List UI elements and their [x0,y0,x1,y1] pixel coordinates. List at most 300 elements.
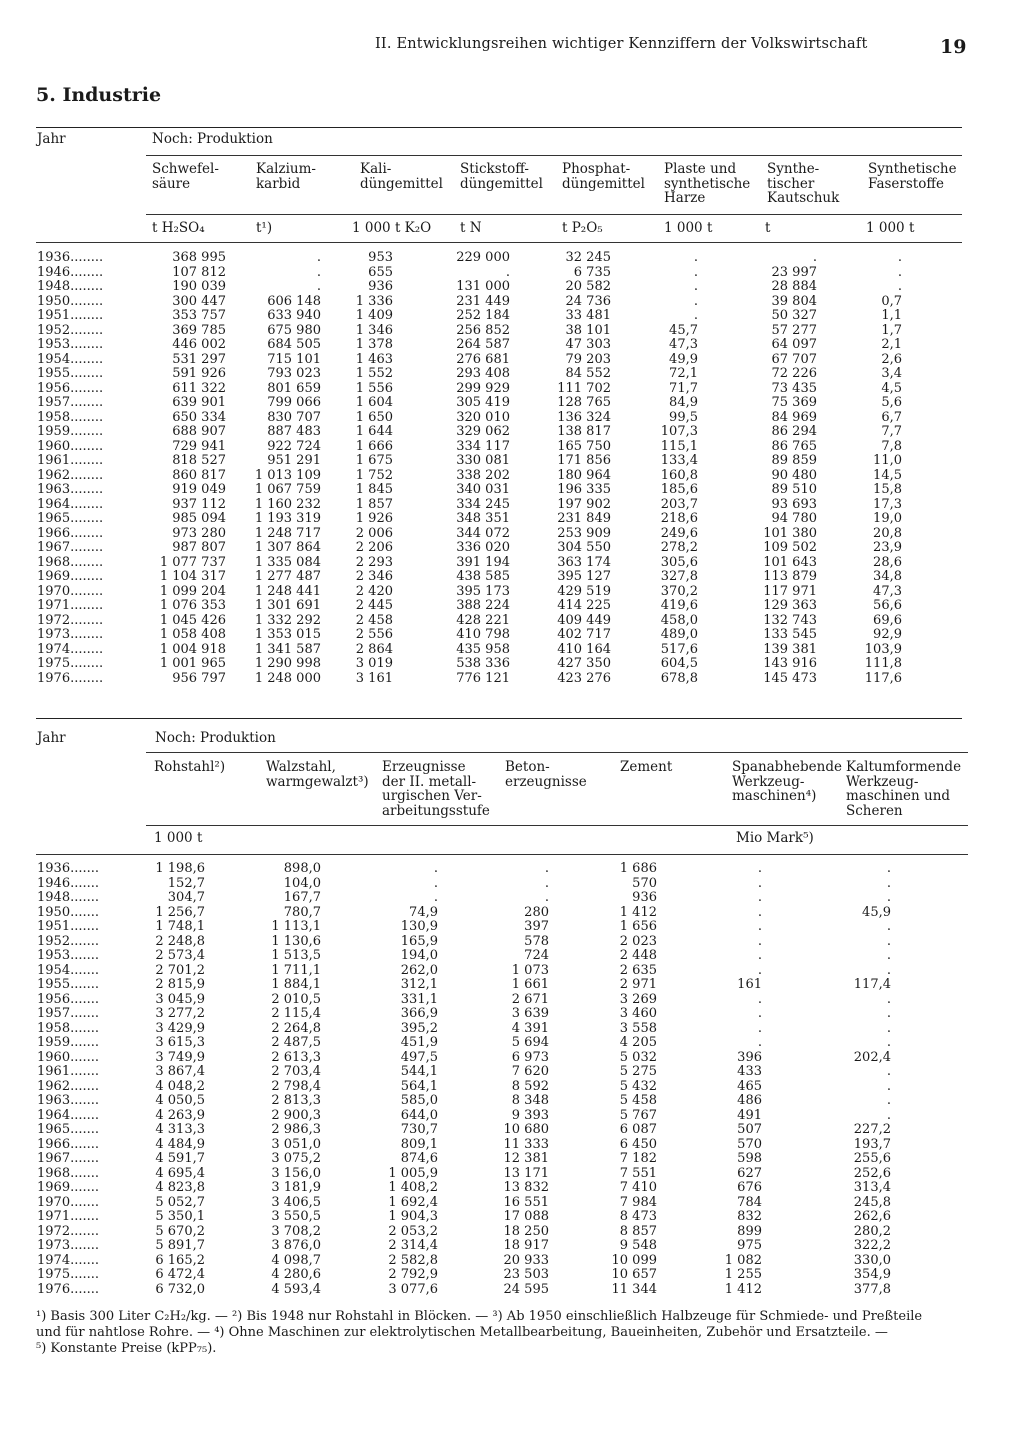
table1-value-cell: 190 039 [172,279,226,294]
table1-unit: t P₂O₅ [562,220,603,236]
table2-value-cell: 8 592 [511,1078,549,1094]
section-title: 5. Industrie [36,84,162,106]
table2-value-cell: . [433,890,438,905]
table2-value-cell: 6 165,2 [155,1252,205,1268]
table1-row [0,527,1024,542]
table2-value-cell: 8 857 [619,1223,657,1239]
table1-year-cell: 1973........ [37,628,104,642]
table2-value-cell: 252,6 [853,1165,891,1181]
table2-year-cell: 1960....... [37,1050,100,1065]
table2-value-cell: 4 263,9 [155,1107,205,1123]
table1-value-cell: 1 248 717 [254,525,321,541]
table2-value-cell: 117,4 [853,977,891,992]
table2-value-cell: 491 [737,1107,762,1123]
table1-value-cell: . [693,308,698,323]
table1-value-cell: 28 884 [771,279,817,294]
table2-value-cell: 13 171 [503,1165,549,1181]
table2-year-cell: 1966....... [37,1137,100,1152]
table2-value-cell: 3 045,9 [155,991,205,1007]
table1-value-cell: 113 879 [763,569,817,584]
table1-unit: t N [460,220,482,236]
table2-value-cell: 3 269 [619,991,657,1007]
table1-value-cell: 419,6 [660,598,698,613]
table1-value-cell: 1 666 [355,438,393,454]
table2-value-cell: 280,2 [853,1223,891,1239]
table2-row [0,1268,1024,1283]
table2-value-cell: 104,0 [283,875,321,891]
table1-row [0,599,1024,614]
table1-row [0,454,1024,469]
table2-value-cell: 4 205 [619,1035,657,1050]
table1-value-cell: 23,9 [873,540,902,555]
table1-row [0,280,1024,295]
table1-value-cell: 0,7 [881,293,902,309]
table2-value-cell: 5 350,1 [155,1209,205,1224]
table2-value-cell: 1 412 [724,1281,762,1297]
table1-value-cell: 3 019 [355,656,393,671]
table1-value-cell: 402 717 [557,627,611,642]
table1-value-cell: 531 297 [172,351,226,367]
table2-value-cell: 20 933 [503,1252,549,1268]
table1-value-cell: 937 112 [172,496,226,512]
table2-value-cell: 6 472,4 [155,1267,205,1282]
table2-value-cell: . [757,1020,762,1036]
table1-value-cell: 252 184 [456,308,510,323]
table2-value-cell: 9 548 [619,1238,657,1253]
table2-value-cell: 6 087 [619,1122,657,1137]
table2-value-cell: 598 [737,1151,762,1166]
table2-value-cell: 5 670,2 [155,1223,205,1239]
table2-value-cell: 5 432 [619,1078,657,1094]
table1-value-cell: 2 006 [355,525,393,541]
table2-col-header: Rohstahl²) [154,759,226,775]
table1-value-cell: 28,6 [873,554,902,570]
table2-value-cell: 2 815,9 [155,977,205,992]
table2-value-cell: . [886,919,891,934]
table1-value-cell: 446 002 [172,337,226,352]
table2-value-cell: 2 487,5 [271,1035,321,1050]
table2-value-cell: 23 503 [503,1267,549,1282]
table1-row [0,353,1024,368]
table1-year-cell: 1958........ [37,410,104,425]
table1-body [0,251,1024,686]
table1-value-cell: . [693,293,698,309]
table2-year-cell: 1936....... [37,862,100,876]
table1-value-cell: 128 765 [557,395,611,410]
table1-value-cell: 111,8 [864,656,902,671]
table2-value-cell: 1 686 [619,861,657,876]
table2-value-cell: 5 694 [511,1035,549,1050]
table1-value-cell: 101 380 [763,525,817,541]
table1-value-cell: 17,3 [873,496,902,512]
table2-value-cell: 2 792,9 [388,1267,438,1282]
table1-value-cell: 136 324 [557,409,611,425]
table1-value-cell: 1 552 [355,366,393,381]
table2-value-cell: 4 313,3 [155,1122,205,1137]
table1-value-cell: 639 901 [172,395,226,410]
table1-col-header: Plaste und synthetische Harze [664,161,751,206]
table2-year-cell: 1955....... [37,978,100,992]
table1-row [0,672,1024,687]
table2-value-cell: 74,9 [409,904,438,920]
table1-value-cell: 299 929 [456,380,510,396]
table1-value-cell: 101 643 [763,554,817,570]
table1-value-cell: 47,3 [873,583,902,599]
table2-value-cell: 165,9 [400,933,438,949]
table1-year-cell: 1955........ [37,367,104,381]
table1-value-cell: 32 245 [565,250,611,265]
table2-value-cell: 3 708,2 [271,1223,321,1239]
table2-year-cell: 1956....... [37,992,100,1007]
table2-value-cell: 2 701,2 [155,962,205,978]
table2-value-cell: 7 410 [619,1180,657,1195]
table2-row [0,1022,1024,1037]
table1-value-cell: 50 327 [771,308,817,323]
table1-value-cell: 1 353 015 [254,627,321,642]
table2-value-cell: 7 620 [511,1064,549,1079]
table1-row [0,556,1024,571]
table2-row [0,1138,1024,1153]
table2-value-cell: 3 075,2 [271,1151,321,1166]
table1-value-cell: 89 510 [771,482,817,497]
table2-value-cell: 1 661 [511,977,549,992]
table1-value-cell: 1 307 864 [254,540,321,555]
table2-value-cell: . [886,1078,891,1094]
table2-unit-right: Mio Mark⁵) [736,830,814,846]
table1-value-cell: 93 693 [771,496,817,512]
table2-value-cell: 832 [737,1209,762,1224]
table2-row [0,877,1024,892]
table2-value-cell: 1 005,9 [388,1165,438,1181]
table2-value-cell: 724 [524,948,549,963]
table1-value-cell: 47 303 [565,337,611,352]
table1-value-cell: 171 856 [557,453,611,468]
table1-value-cell: 1 160 232 [254,496,321,512]
table2-value-cell: 9 393 [511,1107,549,1123]
table1-value-cell: 20,8 [873,525,902,541]
table2-year-cell: 1972....... [37,1224,100,1239]
table2-row [0,1254,1024,1269]
table1-value-cell: 45,7 [669,322,698,338]
table2-value-cell: 2 448 [619,948,657,963]
table1-row [0,338,1024,353]
table1-value-cell: 69,6 [873,612,902,628]
table2-row [0,1094,1024,1109]
table1-row [0,309,1024,324]
table1-year-cell: 1976........ [37,671,104,686]
table2-row [0,1080,1024,1095]
table1-value-cell: 203,7 [660,496,698,512]
table1-value-cell: 1 857 [355,496,393,512]
table2-value-cell: 676 [737,1180,762,1195]
table1-col-header: Synthetische Faserstoffe [868,161,957,192]
table2-value-cell: 5 032 [619,1049,657,1065]
table2-value-cell: 2 023 [619,933,657,949]
table2-value-cell: 2 573,4 [155,948,205,963]
table2-value-cell: 497,5 [400,1049,438,1065]
table2-value-cell: 7 182 [619,1151,657,1166]
table1-value-cell: 304 550 [557,540,611,555]
table2-value-cell: 570 [632,875,657,891]
table2-value-cell: 262,0 [400,962,438,978]
table1-value-cell: . [897,279,902,294]
table1-value-cell: 133 545 [763,627,817,642]
table1-value-cell: 1 099 204 [159,583,226,599]
table1-value-cell: 145 473 [763,670,817,686]
table1-value-cell: 23 997 [771,264,817,280]
table1-value-cell: 1 076 353 [159,598,226,613]
table1-value-cell: 388 224 [456,598,510,613]
table2-value-cell: . [757,948,762,963]
table2-value-cell: 313,4 [853,1180,891,1195]
table1-value-cell: 14,5 [873,467,902,483]
table2-value-cell: 5 052,7 [155,1194,205,1210]
table1-value-cell: 49,9 [669,351,698,367]
table2-value-cell: . [544,861,549,876]
table1-value-cell: 160,8 [660,467,698,483]
table1-value-cell: 1 604 [355,395,393,410]
table1-value-cell: 517,6 [660,641,698,657]
table2-value-cell: 331,1 [400,991,438,1007]
table2-value-cell: 4 823,8 [155,1180,205,1195]
table1-value-cell: 253 909 [557,525,611,541]
table2-value-cell: . [886,1107,891,1123]
table1-value-cell: 1 001 965 [159,656,226,671]
table2-value-cell: 1 513,5 [271,948,321,963]
table1-value-cell: 1 341 587 [254,641,321,657]
table2-value-cell: 486 [737,1093,762,1108]
table2-col-header: Beton- erzeugnisse [505,759,587,790]
table1-value-cell: 678,8 [660,670,698,686]
table1-col-header: Kalzium- karbid [256,161,316,192]
table2-value-cell: 161 [737,977,762,992]
table2-year-cell: 1971....... [37,1210,100,1224]
table2-value-cell: 5 767 [619,1107,657,1123]
table2-year-cell: 1951....... [37,920,100,934]
table1-group-label: Noch: Produktion [152,131,273,147]
table2-year-cell: 1976....... [37,1282,100,1297]
table1-value-cell: 249,6 [660,525,698,541]
table1-value-cell: 1 104 317 [159,569,226,584]
table2-top-rule [36,718,962,719]
table1-row [0,266,1024,281]
table2-header-rule [146,825,968,826]
table2-value-cell: 2 900,3 [271,1107,321,1123]
table1-value-cell: 1,1 [881,308,902,323]
table1-row [0,411,1024,426]
table2-value-cell: 936 [632,890,657,905]
table2-value-cell: 3 181,9 [271,1180,321,1195]
table2-value-cell: 2 582,8 [388,1252,438,1268]
table2-value-cell: 354,9 [853,1267,891,1282]
table2-value-cell: 4 391 [511,1020,549,1036]
table1-value-cell: 1 335 084 [254,554,321,570]
table1-col-header: Synthe- tischer Kautschuk [767,161,840,206]
table2-year-cell: 1958....... [37,1021,100,1036]
table1-value-cell: 606 148 [267,293,321,309]
table2-value-cell: 465 [737,1078,762,1094]
table2-value-cell: 3 460 [619,1006,657,1021]
table2-value-cell: . [886,1020,891,1036]
table2-value-cell: 1 904,3 [388,1209,438,1224]
table1-value-cell: 3 161 [355,670,393,686]
table2-value-cell: 898,0 [283,861,321,876]
table2-value-cell: 4 695,4 [155,1165,205,1181]
table1-value-cell: 1 045 426 [159,612,226,628]
table1-value-cell: 423 276 [557,670,611,686]
table2-value-cell: 10 657 [611,1267,657,1282]
table2-value-cell: 1 082 [724,1252,762,1268]
table2-value-cell: . [757,1006,762,1021]
table2-value-cell: . [886,962,891,978]
table2-value-cell: . [886,875,891,891]
table2-value-cell: 1 692,4 [388,1194,438,1210]
table1-year-cell: 1962........ [37,468,104,483]
table1-year-cell: 1950........ [37,294,104,309]
table2-value-cell: 780,7 [283,904,321,920]
table2-value-cell: 4 593,4 [271,1281,321,1297]
table2-value-cell: 304,7 [167,890,205,905]
table2-value-cell: 730,7 [400,1122,438,1137]
table1-value-cell: 1 193 319 [254,511,321,526]
table2-value-cell: . [544,875,549,891]
table2-value-cell: 4 098,7 [271,1252,321,1268]
table1-value-cell: 715 101 [267,351,321,367]
table2-value-cell: 227,2 [853,1122,891,1137]
table1-value-cell: 231 849 [557,511,611,526]
table1-value-cell: 395 173 [456,583,510,599]
table1-value-cell: 264 587 [456,337,510,352]
table2-value-cell: . [757,919,762,934]
table1-value-cell: 428 221 [456,612,510,628]
table1-value-cell: 133,4 [660,453,698,468]
table1-value-cell: 75 369 [771,395,817,410]
table2-value-cell: 3 550,5 [271,1209,321,1224]
table1-value-cell: . [812,250,817,265]
table1-unit: t¹) [256,220,273,236]
table2-row [0,1065,1024,1080]
table2-value-cell: 585,0 [400,1093,438,1108]
table2-value-cell: . [886,1064,891,1079]
table1-value-cell: . [316,250,321,265]
table1-value-cell: 591 926 [172,366,226,381]
table2-value-cell: 4 591,7 [155,1151,205,1166]
table1-value-cell: 684 505 [267,337,321,352]
table1-value-cell: 830 707 [267,409,321,425]
table1-value-cell: 1 409 [355,308,393,323]
table1-value-cell: 1 675 [355,453,393,468]
table1-value-cell: 320 010 [456,409,510,425]
table1-year-cell: 1963........ [37,483,104,497]
table1-year-cell: 1956........ [37,381,104,396]
table1-year-cell: 1946........ [37,265,104,280]
table1-value-cell: 107,3 [660,424,698,439]
table2-year-cell: 1970....... [37,1195,100,1210]
table2-unit-left: 1 000 t [154,830,203,846]
table1-value-cell: 344 072 [456,525,510,541]
table1-value-cell: . [693,250,698,265]
table1-value-cell: 218,6 [660,511,698,526]
table2-value-cell: 8 348 [511,1093,549,1108]
table1-value-cell: 33 481 [565,308,611,323]
table1-value-cell: 1 077 737 [159,554,226,570]
table1-value-cell: 329 062 [456,424,510,439]
table1-value-cell: 2 346 [355,569,393,584]
table1-value-cell: . [316,279,321,294]
table2-value-cell: 3 615,3 [155,1035,205,1050]
table1-value-cell: 922 724 [267,438,321,454]
table1-value-cell: 231 449 [456,293,510,309]
table1-value-cell: 1 301 691 [254,598,321,613]
table1-value-cell: 489,0 [660,627,698,642]
table2-value-cell: 3 876,0 [271,1238,321,1253]
table1-value-cell: 438 585 [456,569,510,584]
table2-value-cell: 2 798,4 [271,1078,321,1094]
table1-value-cell: 305,6 [660,554,698,570]
table1-value-cell: 987 807 [172,540,226,555]
table1-value-cell: 117,6 [864,670,902,686]
table2-row [0,920,1024,935]
table1-year-cell: 1965........ [37,512,104,526]
table1-group-rule [146,155,962,156]
table1-value-cell: . [505,264,510,280]
table1-value-cell: 801 659 [267,380,321,396]
table1-value-cell: 57 277 [771,322,817,338]
table1-value-cell: 427 350 [557,656,611,671]
table1-value-cell: 71,7 [669,380,698,396]
table1-value-cell: 340 031 [456,482,510,497]
table1-value-cell: 197 902 [557,496,611,512]
table1-value-cell: 92,9 [873,627,902,642]
table2-value-cell: . [757,991,762,1007]
table1-year-cell: 1948........ [37,280,104,294]
table2-value-cell: 10 680 [503,1122,549,1137]
table2-value-cell: 18 917 [503,1238,549,1253]
table1-value-cell: 73 435 [771,380,817,396]
table2-value-cell: 322,2 [853,1238,891,1253]
table1-value-cell: 6,7 [881,409,902,425]
table2-value-cell: 312,1 [400,977,438,992]
table1-value-cell: 20 582 [565,279,611,294]
table2-value-cell: 24 595 [503,1281,549,1297]
table1-value-cell: 370,2 [660,583,698,599]
table2-value-cell: 18 250 [503,1223,549,1239]
table1-row [0,512,1024,527]
table1-value-cell: 196 335 [557,482,611,497]
table1-value-cell: 391 194 [456,554,510,570]
table1-value-cell: 860 817 [172,467,226,483]
table1-value-cell: 84,9 [669,395,698,410]
table1-value-cell: 688 907 [172,424,226,439]
table1-value-cell: 99,5 [669,409,698,425]
table1-value-cell: 936 [368,279,393,294]
table2-value-cell: 1 256,7 [155,904,205,920]
table2-value-cell: 874,6 [400,1151,438,1166]
table2-value-cell: 202,4 [853,1049,891,1065]
table1-year-cell: 1967........ [37,541,104,555]
footnote-line-1: ¹) Basis 300 Liter C₂H₂/kg. — ²) Bis 1948 nur Rohstahl in Blöcken. — ³) Ab 1950 einschließlich Halbzeuge für Schmiede- und Preßteile [36,1309,923,1324]
table1-value-cell: 129 363 [763,598,817,613]
table2-year-cell: 1946....... [37,876,100,891]
table2-group-label: Noch: Produktion [155,730,276,746]
table2-value-cell: 1 884,1 [271,977,321,992]
table2-row [0,906,1024,921]
table1-unit: 1 000 t [866,220,915,236]
table1-value-cell: 115,1 [660,438,698,454]
table1-value-cell: 650 334 [172,409,226,425]
table2-value-cell: 11 344 [611,1281,657,1297]
table2-value-cell: 2 971 [619,977,657,992]
